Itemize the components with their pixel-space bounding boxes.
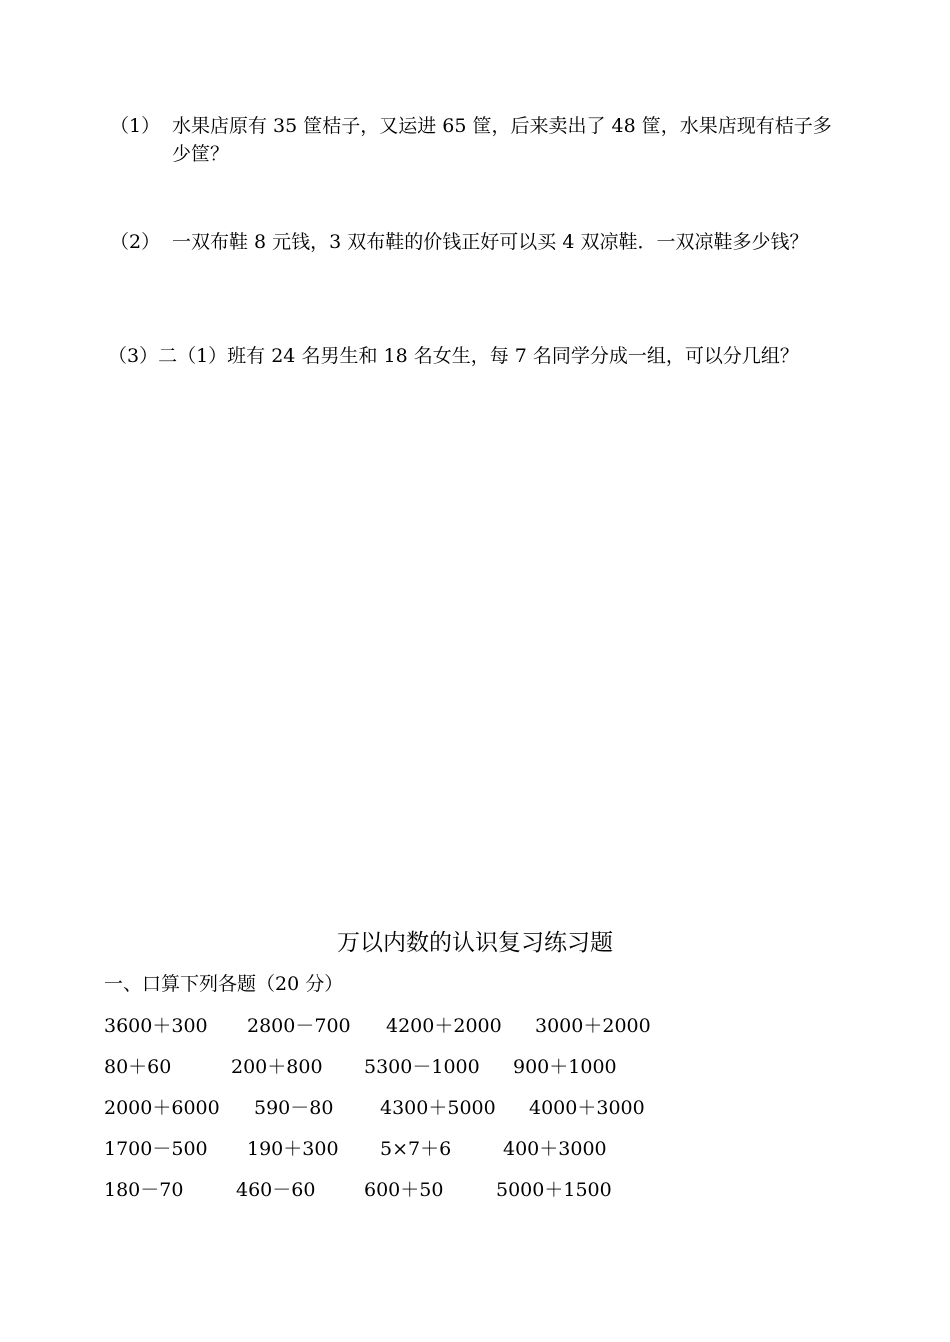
problem-number: （2） <box>110 231 161 253</box>
calc-item: 400＋3000 <box>503 1138 607 1160</box>
calc-item: 3600＋300 <box>104 1015 208 1037</box>
calc-item: 4300＋5000 <box>380 1097 496 1119</box>
calc-item: 600＋50 <box>364 1179 444 1201</box>
calc-item: 460－60 <box>236 1179 316 1201</box>
calc-item: 4000＋3000 <box>529 1097 645 1119</box>
calc-item: 5300－1000 <box>364 1056 480 1078</box>
problem-number: （3） <box>108 345 159 367</box>
calc-item: 80＋60 <box>104 1056 172 1078</box>
calc-item: 900＋1000 <box>513 1056 617 1078</box>
word-problem-1 <box>110 112 850 168</box>
problem-text: 水果店原有 35 筐桔子，又运进 65 筐，后来卖出了 48 筐，水果店现有桔子多少筐？ <box>172 115 832 165</box>
calc-item: 180－70 <box>104 1179 184 1201</box>
calc-item: 2800－700 <box>247 1015 351 1037</box>
calc-item: 590－80 <box>254 1097 334 1119</box>
calc-item: 5×7＋6 <box>380 1138 452 1160</box>
problem-number: （1） <box>110 115 161 137</box>
problem-text: 二（1）班有 24 名男生和 18 名女生，每 7 名同学分成一组，可以分几组？ <box>158 345 799 367</box>
calc-item: 200＋800 <box>231 1056 323 1078</box>
worksheet-title: 万以内数的认识复习练习题 <box>337 930 613 956</box>
calc-item: 2000＋6000 <box>104 1097 220 1119</box>
calc-item: 4200＋2000 <box>386 1015 502 1037</box>
calc-item: 1700－500 <box>104 1138 208 1160</box>
calc-item: 190＋300 <box>247 1138 339 1160</box>
section-heading: 一、口算下列各题（20 分） <box>104 973 344 995</box>
word-problem-3 <box>108 342 868 370</box>
calc-item: 5000＋1500 <box>496 1179 612 1201</box>
calc-item: 3000＋2000 <box>535 1015 651 1037</box>
word-problem-2 <box>110 228 850 256</box>
problem-text: 一双布鞋 8 元钱，3 双布鞋的价钱正好可以买 4 双凉鞋．一双凉鞋多少钱？ <box>172 231 809 253</box>
